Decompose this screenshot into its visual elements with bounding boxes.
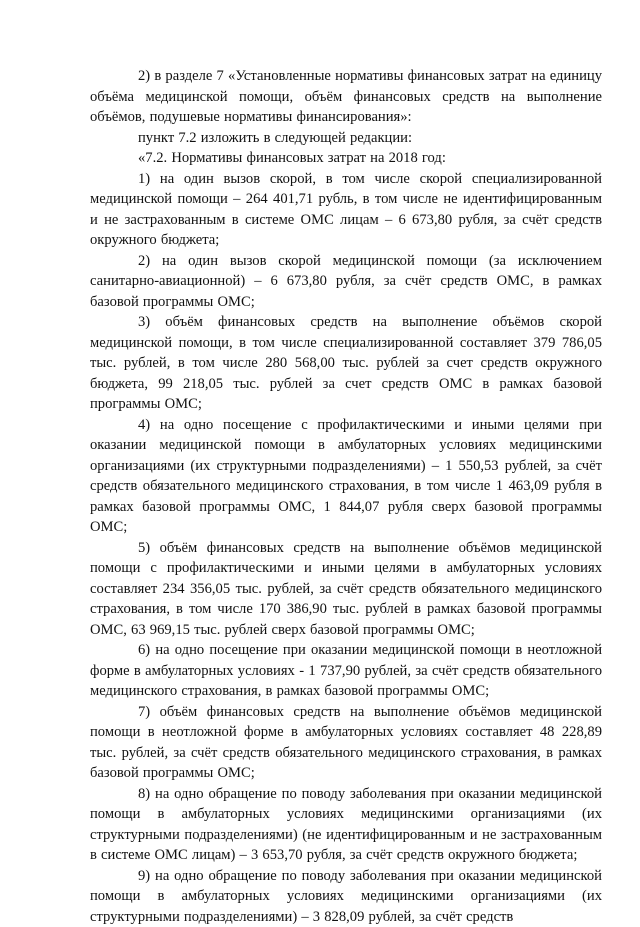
paragraph-item-5: 5) объём финансовых средств на выполнение объёмов медицинской помощи с профилактическими и иными целями в амбулаторных условиях составляет 234 356,05 тыс. рублей, за счёт средств обязательного медицинского страхования, в том числе 170 386,90 тыс. рублей в рамках базовой программы ОМС, 63 969,15 тыс. рублей сверх базовой программы ОМС; — [90, 538, 602, 641]
paragraph-item-3: 3) объём финансовых средств на выполнение объёмов скорой медицинской помощи, в том числе специализированной составляет 379 786,05 тыс. рублей, в том числе 280 568,00 тыс. рублей за счет средств окружного бюджета, 99 218,05 тыс. рублей за счет средств ОМС в рамках базовой программы ОМС; — [90, 312, 602, 415]
document-page — [90, 66, 602, 927]
paragraph-point-7-2-intro: пункт 7.2 изложить в следующей редакции: — [90, 128, 602, 149]
paragraph-item-1: 1) на один вызов скорой, в том числе скорой специализированной медицинской помощи – 264 401,71 рубль, в том числе не идентифицированным и не застрахованным в системе ОМС лицам – 6 673,80 рубля, за счёт средств окружного бюджета; — [90, 169, 602, 251]
paragraph-item-6: 6) на одно посещение при оказании медицинской помощи в неотложной форме в амбулаторных условиях - 1 737,90 рублей, за счёт средств обязательного медицинского страхования, в рамках базовой программы ОМС; — [90, 640, 602, 702]
paragraph-item-4: 4) на одно посещение с профилактическими и иными целями при оказании медицинской помощи в амбулаторных условиях медицинскими организациями (их структурными подразделениями) – 1 550,53 рублей, за счёт средств обязательного медицинского страхования, в том числе 1 463,09 рубля в рамках базовой программы ОМС, 1 844,07 рубля сверх базовой программы ОМС; — [90, 415, 602, 538]
paragraph-item-2: 2) на один вызов скорой медицинской помощи (за исключением санитарно-авиационной) – 6 673,80 рубля, за счёт средств ОМС, в рамках базовой программы ОМС; — [90, 251, 602, 313]
paragraph-item-8: 8) на одно обращение по поводу заболевания при оказании медицинской помощи в амбулаторных условиях медицинскими организациями (их структурными подразделениями) (не идентифицированным и не застрахованным в системе ОМС лицам) – 3 653,70 рубля, за счёт средств окружного бюджета; — [90, 784, 602, 866]
paragraph-section-7-amendment: 2) в разделе 7 «Установленные нормативы финансовых затрат на единицу объёма медицинской помощи, объём финансовых средств на выполнение объёмов, подушевые нормативы финансирования»: — [90, 66, 602, 128]
paragraph-item-9: 9) на одно обращение по поводу заболевания при оказании медицинской помощи в амбулаторных условиях медицинскими организациями (их структурными подразделениями) – 3 828,09 рублей, за счёт средств — [90, 866, 602, 927]
paragraph-heading-7-2: «7.2. Нормативы финансовых затрат на 2018 год: — [90, 148, 602, 169]
paragraph-item-7: 7) объём финансовых средств на выполнение объёмов медицинской помощи в неотложной форме в амбулаторных условиях составляет 48 228,89 тыс. рублей, за счёт средств обязательного медицинского страхования, в рамках базовой программы ОМС; — [90, 702, 602, 784]
